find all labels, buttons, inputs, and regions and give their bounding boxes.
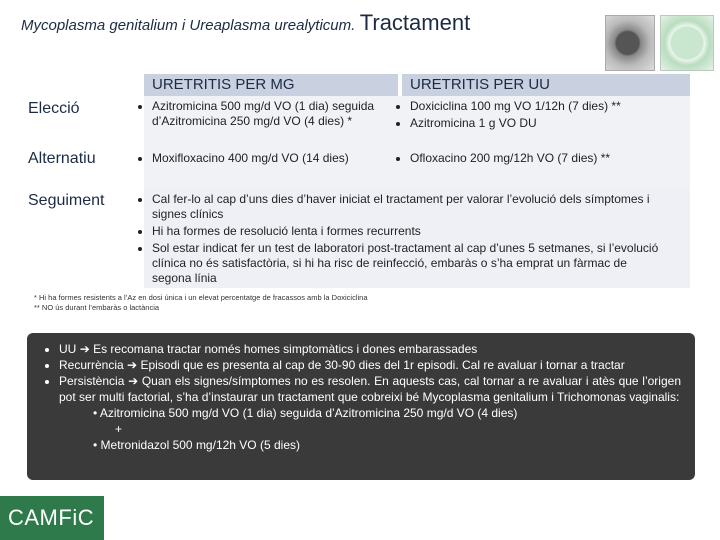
sub-text: Metronidazol 500 mg/12h VO (5 dies) (100, 438, 300, 452)
summary-text: Es recomana tractar només homes simptomàtics i dones embarassades (93, 342, 478, 356)
sub-text: Azitromicina 500 mg/d VO (1 dia) seguida d’Azitromicina 250 mg/d VO (4 dies) (99, 406, 518, 420)
list-item: • Azitromicina 500 mg/d VO (1 dia) seguida d’Azitromicina 250 mg/d VO (4 dies) * (152, 99, 396, 129)
summary-lead: Recurrència (59, 358, 124, 372)
row-label-seguiment: Seguiment (28, 192, 105, 209)
cell-uu-eleccio (396, 99, 688, 133)
footnote-1: * Hi ha formes resistents a l’Az en dosi única i un elevat percentatge de fracassos amb la Doxiciclina (34, 293, 368, 302)
microscopy-image-1 (605, 15, 655, 71)
cell-seguiment (138, 192, 668, 288)
sub-item-metronidazol: • Metronidazol 500 mg/12h VO (5 dies) (93, 438, 300, 452)
list-item: • Sol estar indicat fer un test de laboratori post-tractament al cap d’unes 5 setmanes, si l’evolució clínica no és satisfactòria, si hi ha risc de reinfecció, embaràs o s’ha emprat un fàrmac de segona línia (152, 241, 668, 286)
cell-uu-alternatiu (396, 151, 688, 168)
list-item: • Cal fer-lo al cap d’uns dies d’haver iniciat el tractament per valorar l’evolució dels símptomes i signes clínics (152, 192, 668, 222)
cell-mg-eleccio (138, 99, 396, 131)
summary-text: Episodi que es presenta al cap de 30-90 dies del 1r episodi. Cal re avaluar i tornar a tractar (140, 358, 625, 372)
summary-lead: Persistència (59, 374, 125, 388)
page-title (21, 10, 601, 36)
summary-box (27, 333, 695, 480)
footnote-2: ** NO ús durant l’embaràs o lactància (34, 303, 160, 312)
summary-item-recurrencia (59, 357, 681, 373)
summary-item-persistencia (59, 373, 681, 405)
list-item: • Ofloxacino 200 mg/12h VO (7 dies) ** (410, 151, 688, 166)
row-label-alternatiu: Alternatiu (28, 150, 96, 167)
title-main: Tractament (359, 10, 471, 35)
title-italic: Mycoplasma genitalium i Ureaplasma urealyticum. (21, 17, 356, 34)
sub-plus: + (115, 422, 123, 436)
list-item: • Doxiciclina 100 mg VO 1/12h (7 dies) ** (410, 99, 688, 114)
list-item: • Hi ha formes de resolució lenta i formes recurrents (152, 224, 668, 239)
summary-item-uu (59, 341, 681, 357)
arrow-icon: ➔ (79, 342, 90, 356)
footnotes (34, 293, 368, 313)
camfic-logo: CAMFiC (0, 496, 104, 540)
header-uu: URETRITIS PER UU (402, 74, 690, 96)
arrow-icon: ➔ (127, 358, 138, 372)
sub-item-azitromicina: • Azitromicina 500 mg/d VO (1 dia) seguida d’Azitromicina 250 mg/d VO (4 dies) (93, 406, 518, 420)
summary-text: Quan els signes/símptomes no es resolen. En aquests cas, cal tornar a re avaluar i atès que l’origen pot ser multi factorial, s’ha d’instaurar un tractament que cobreixi bé Mycoplasma genitalium i Trichomonas vaginalis: (59, 374, 681, 404)
arrow-icon: ➔ (128, 374, 139, 388)
header-mg: URETRITIS PER MG (144, 74, 398, 96)
cell-mg-alternatiu (138, 151, 396, 168)
summary-lead: UU (59, 342, 77, 356)
row-label-eleccio: Elecció (28, 100, 80, 117)
list-item: • Azitromicina 1 g VO DU (410, 116, 688, 131)
list-item: • Moxifloxacino 400 mg/d VO (14 dies) (152, 151, 396, 166)
microscopy-image-2 (660, 15, 714, 71)
